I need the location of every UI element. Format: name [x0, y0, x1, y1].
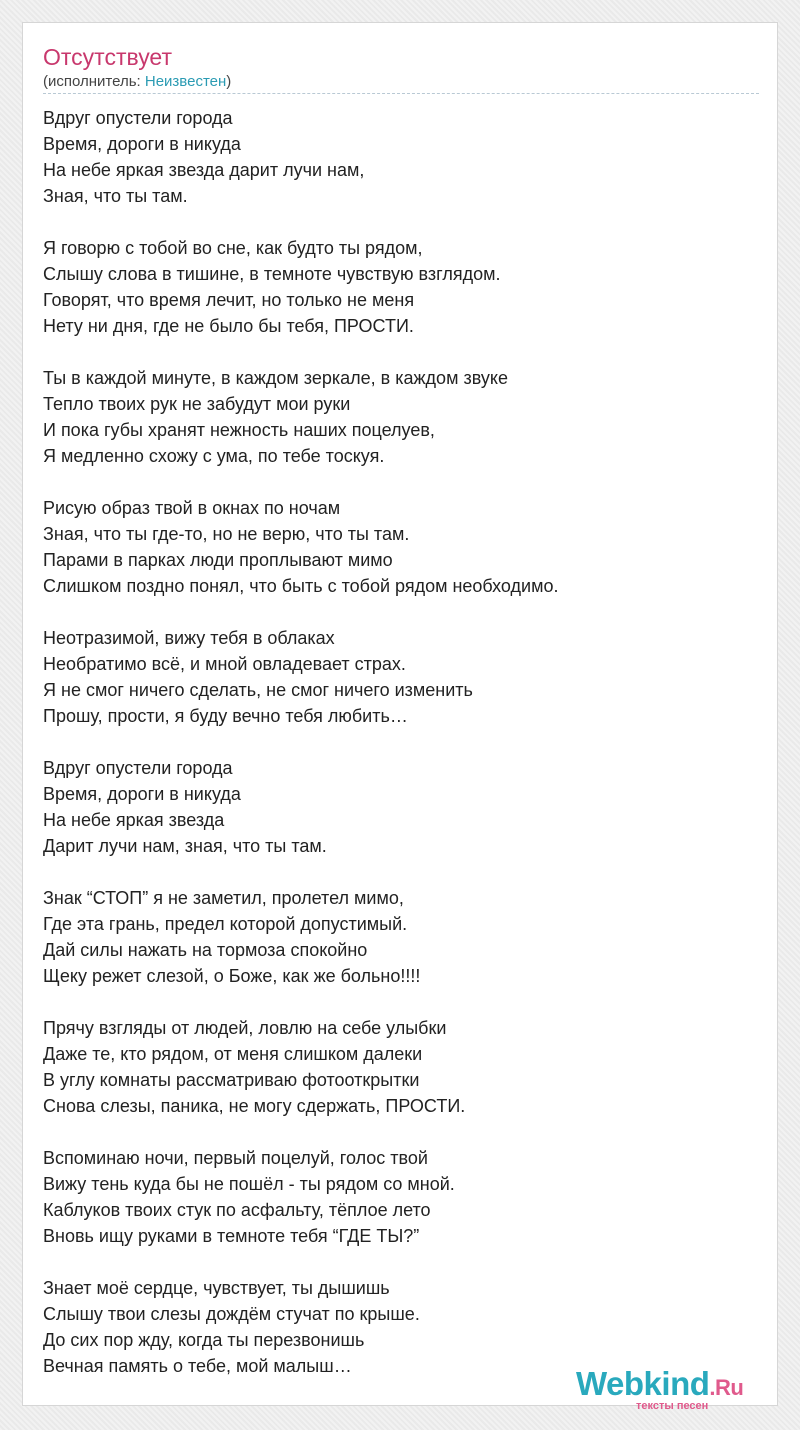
lyrics-line: Ты в каждой минуте, в каждом зеркале, в каждом звуке: [43, 368, 508, 388]
lyrics-stanza: [43, 755, 759, 859]
lyrics-line: Щеку режет слезой, о Боже, как же больно!!!!: [43, 966, 421, 986]
song-title: Отсутствует: [43, 44, 172, 70]
lyrics-stanza: [43, 495, 759, 599]
lyrics-line: Вижу тень куда бы не пошёл - ты рядом со мной.: [43, 1174, 455, 1194]
lyrics-line: Рисую образ твой в окнах по ночам: [43, 498, 341, 518]
artist-line: [43, 73, 231, 91]
artist-prefix: (исполнитель:: [43, 73, 145, 90]
lyrics-line: Необратимо всё, и мной овладевает страх.: [43, 654, 406, 674]
lyrics-stanza: [43, 365, 759, 469]
lyrics-line: Время, дороги в никуда: [43, 784, 241, 804]
lyrics-line: Где эта грань, предел которой допустимый.: [43, 914, 408, 934]
lyrics-line: Зная, что ты там.: [43, 186, 188, 206]
lyrics-line: Каблуков твоих стук по асфальту, тёплое лето: [43, 1200, 431, 1220]
lyrics-line: В углу комнаты рассматриваю фотооткрытки: [43, 1070, 420, 1090]
lyrics-line: Знак “СТОП” я не заметил, пролетел мимо,: [43, 888, 404, 908]
lyrics-line: И пока губы хранят нежность наших поцелуев,: [43, 420, 435, 440]
lyrics-card: [22, 22, 778, 1406]
lyrics-line: Слишком поздно понял, что быть с тобой рядом необходимо.: [43, 576, 559, 596]
lyrics-line: Я не смог ничего сделать, не смог ничего изменить: [43, 680, 473, 700]
lyrics-line: Тепло твоих рук не забудут мои руки: [43, 394, 351, 414]
lyrics-line: Вдруг опустели города: [43, 758, 233, 778]
lyrics-line: Говорят, что время лечит, но только не меня: [43, 290, 415, 310]
lyrics-line: Вновь ищу руками в темноте тебя “ГДЕ ТЫ?”: [43, 1226, 420, 1246]
lyrics-line: Я медленно схожу с ума, по тебе тоскуя.: [43, 446, 385, 466]
lyrics-line: До сих пор жду, когда ты перезвонишь: [43, 1330, 365, 1350]
lyrics-line: На небе яркая звезда дарит лучи нам,: [43, 160, 365, 180]
lyrics-body: [43, 105, 759, 1405]
webkind-logo[interactable]: [572, 1366, 772, 1410]
artist-link[interactable]: Неизвестен: [144, 73, 227, 90]
logo-tld: .Ru: [709, 1375, 744, 1400]
lyrics-line: Вдруг опустели города: [43, 108, 233, 128]
lyrics-stanza: [43, 885, 759, 989]
lyrics-line: Вечная память о тебе, мой малыш…: [43, 1356, 352, 1376]
logo-tagline: тексты песен: [636, 1400, 709, 1412]
lyrics-line: Вспоминаю ночи, первый поцелуй, голос твой: [43, 1148, 428, 1168]
lyrics-line: Прошу, прости, я буду вечно тебя любить…: [43, 706, 408, 726]
lyrics-stanza: [43, 625, 759, 729]
lyrics-line: Знает моё сердце, чувствует, ты дышишь: [43, 1278, 390, 1298]
lyrics-stanza: [43, 1145, 759, 1249]
lyrics-line: Слышу твои слезы дождём стучат по крыше.: [43, 1304, 420, 1324]
lyrics-line: Зная, что ты где-то, но не верю, что ты там.: [43, 524, 410, 544]
lyrics-line: Слышу слова в тишине, в темноте чувствую взглядом.: [43, 264, 501, 284]
logo-name: Webkind: [576, 1365, 710, 1402]
lyrics-stanza: [43, 235, 759, 339]
lyrics-line: Снова слезы, паника, не могу сдержать, ПРОСТИ.: [43, 1096, 466, 1116]
lyrics-line: Даже те, кто рядом, от меня слишком далеки: [43, 1044, 423, 1064]
lyrics-line: Дай силы нажать на тормоза спокойно: [43, 940, 368, 960]
lyrics-line: Я говорю с тобой во сне, как будто ты рядом,: [43, 238, 423, 258]
lyrics-stanza: [43, 1275, 759, 1379]
lyrics-stanza: [43, 105, 759, 209]
lyrics-line: Прячу взгляды от людей, ловлю на себе улыбки: [43, 1018, 447, 1038]
lyrics-stanza: [43, 1015, 759, 1119]
lyrics-line: Неотразимой, вижу тебя в облаках: [43, 628, 335, 648]
lyrics-line: Нету ни дня, где не было бы тебя, ПРОСТИ.: [43, 316, 414, 336]
lyrics-line: На небе яркая звезда: [43, 810, 225, 830]
lyrics-line: Дарит лучи нам, зная, что ты там.: [43, 836, 327, 856]
lyrics-line: Парами в парках люди проплывают мимо: [43, 550, 393, 570]
artist-suffix: ): [226, 73, 232, 90]
dashed-divider: [43, 93, 759, 94]
lyrics-line: Время, дороги в никуда: [43, 134, 241, 154]
